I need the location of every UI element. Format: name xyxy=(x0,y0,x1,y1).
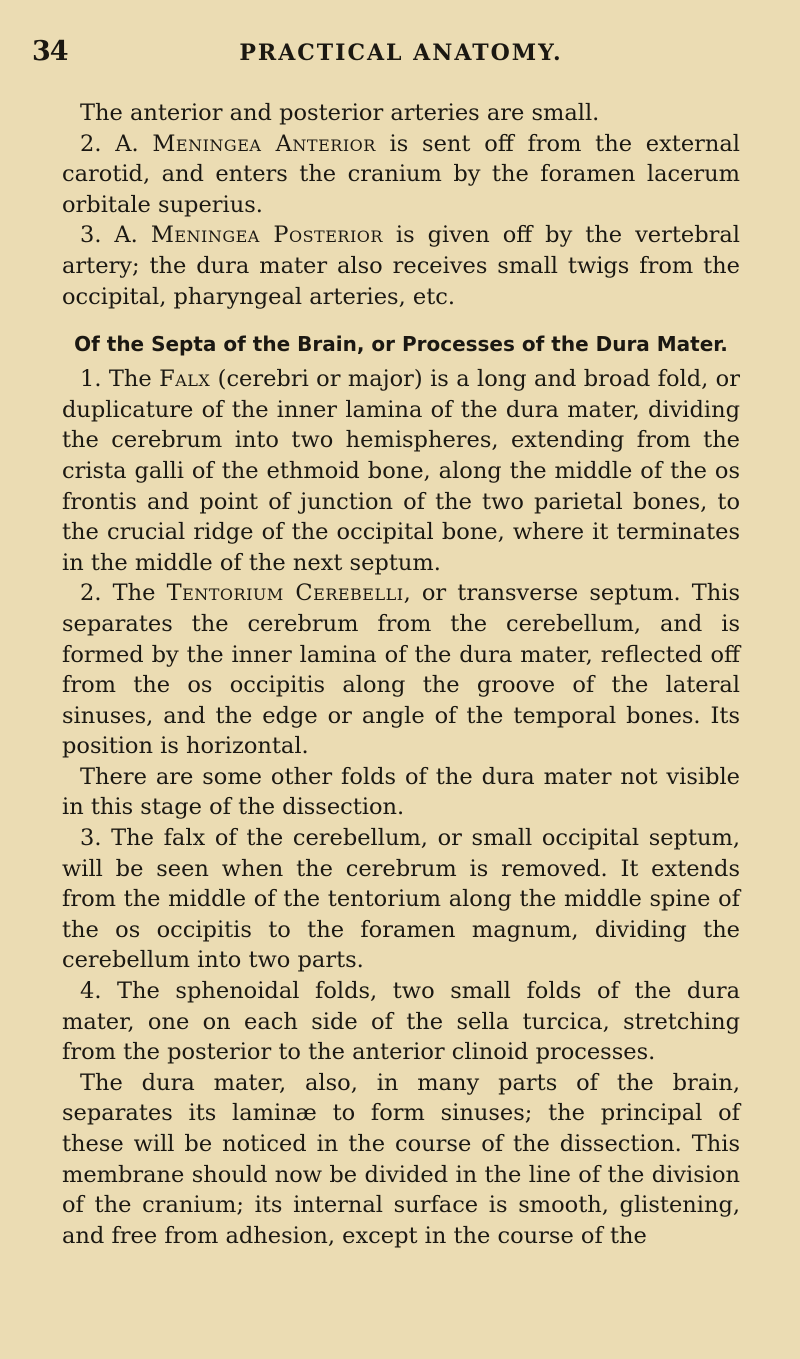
paragraph-text: is given off by the vertebral artery; the dura mater also receives small twigs from the occipital, pharyngeal arteries, etc. xyxy=(62,222,740,310)
paragraph-text: The dura mater, also, in many parts of the brain, separates its laminæ to form sinuses; the principal of these will be noticed in the course of the dissection. This membrane should now be divided in the line of the division of the cranium; its internal surface is smooth, glistening, and free from adhesion, except in the course of the xyxy=(62,1069,740,1249)
paragraph-text: The anterior and posterior arteries are small. xyxy=(80,100,600,126)
paragraph-meningea-anterior xyxy=(62,129,740,221)
term-meningea-anterior: Meningea Anterior xyxy=(152,130,376,157)
section-heading: Of the Septa of the Brain, or Processes of the Dura Mater. xyxy=(74,332,728,357)
paragraph-text: 4. The sphenoidal folds, two small folds of the dura mater, one on each side of the sella turcica, stretching from the posterior to the anterior clinoid processes. xyxy=(62,978,740,1066)
paragraph-other-folds xyxy=(62,762,740,823)
paragraph-text: 3. The falx of the cerebellum, or small occipital septum, will be seen when the cerebrum is removed. It extends from the middle of the tentorium along the middle spine of the os occipitis to the foramen magnum, dividing the cerebellum into two parts. xyxy=(62,825,740,974)
term-falx: Falx xyxy=(159,366,211,393)
paragraph-falx-cerebellum xyxy=(62,823,740,976)
paragraph-lead: 2. The xyxy=(80,580,167,607)
paragraph-text: There are some other folds of the dura mater not visible in this stage of the dissection. xyxy=(62,763,740,821)
paragraph-lead: 1. The xyxy=(80,366,160,393)
paragraph-sinuses xyxy=(62,1068,740,1252)
paragraph-lead: 3. A. xyxy=(80,222,151,249)
paragraph-lead: 2. A. xyxy=(80,130,153,157)
paragraph-text: (cerebri or major) is a long and broad fold, or duplicature of the inner lamina of the dura mater, dividing the cerebrum into two hemispheres, extending from the crista galli of the ethmoid bone, along the middle of the os frontis and point of junction of the two parietal bones, to the crucial ridge of the occipital bone, where it terminates in the middle of the next septum. xyxy=(62,366,740,576)
page-number: 34 xyxy=(32,36,68,67)
paragraph-tentorium xyxy=(62,578,740,762)
running-head xyxy=(32,36,740,76)
term-tentorium-cerebelli: Tentorium Cerebelli xyxy=(166,580,404,607)
paragraph-arteries-small xyxy=(62,98,740,129)
paragraph-falx xyxy=(62,364,740,578)
term-meningea-posterior: Meningea Posterior xyxy=(150,222,383,249)
paragraph-text: , or transverse septum. This separates the cerebrum from the cerebellum, and is formed by the inner lamina of the dura mater, reflected off from the os occipitis along the groove of the lateral sinuses, and the edge or angle of the temporal bones. Its position is horizontal. xyxy=(62,580,741,760)
running-title: PRACTICAL ANATOMY. xyxy=(239,40,563,66)
paragraph-meningea-posterior xyxy=(62,220,740,312)
paragraph-sphenoidal-folds xyxy=(62,976,740,1068)
paragraph-text: is sent off from the external carotid, and enters the cranium by the foramen lacerum orbitale superius. xyxy=(62,130,740,218)
